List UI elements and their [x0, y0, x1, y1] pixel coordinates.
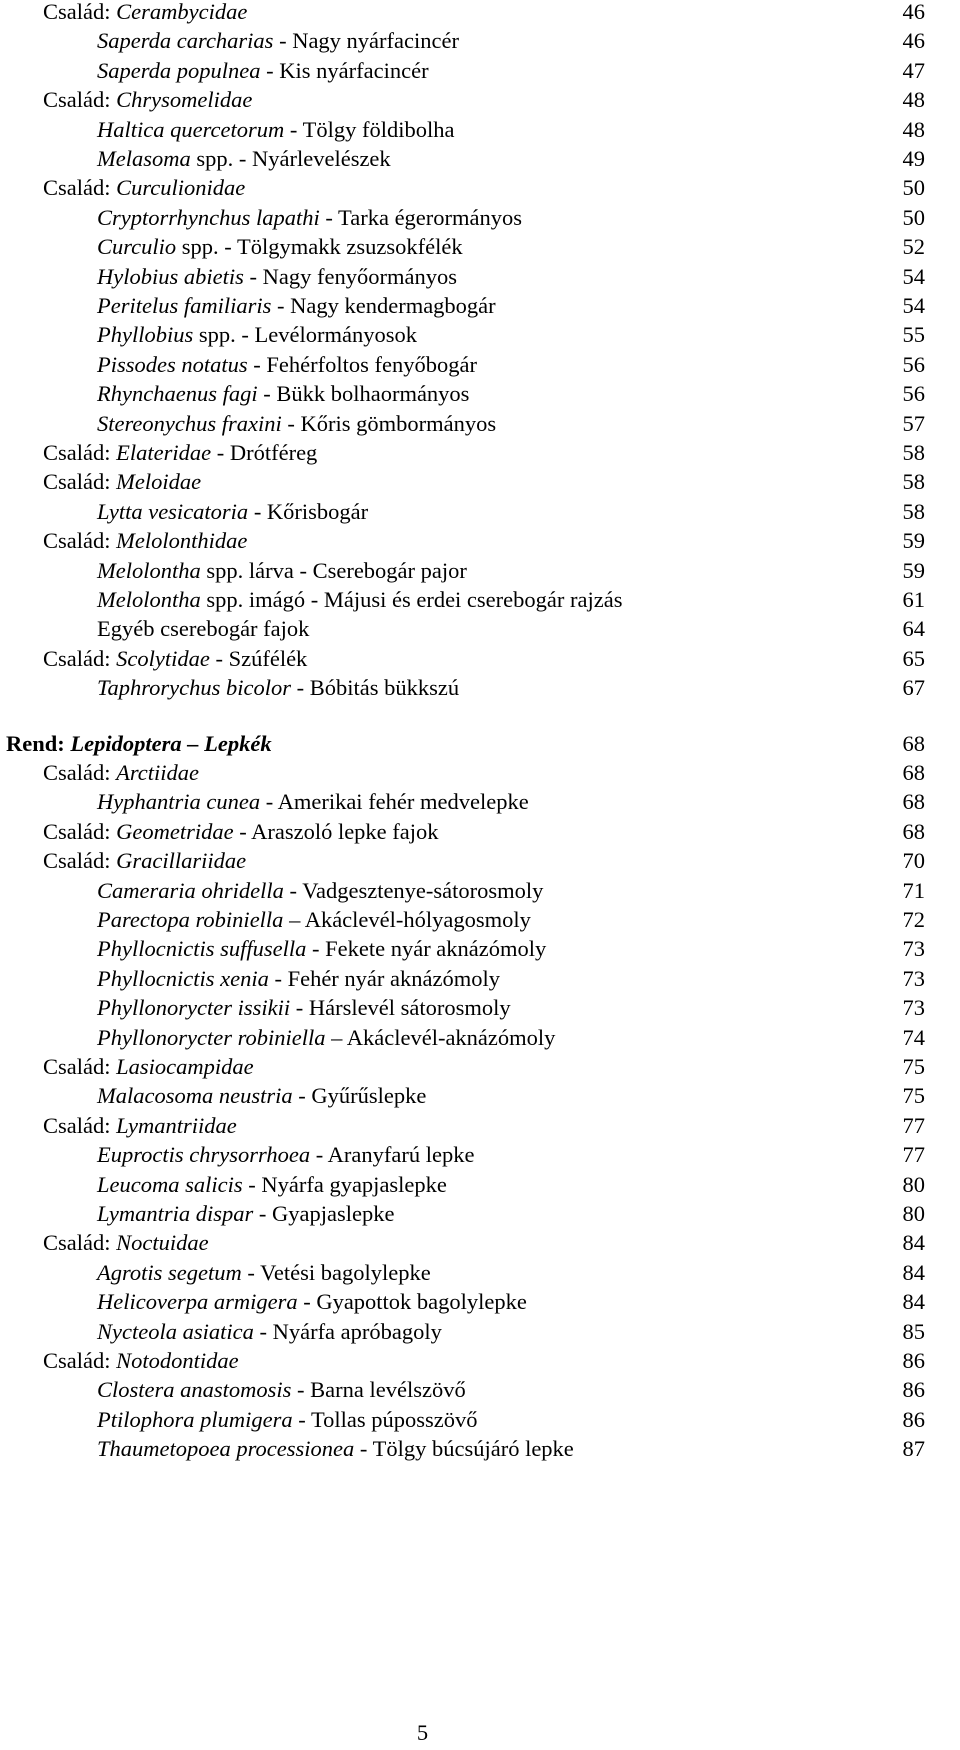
toc-entry-text — [97, 875, 543, 907]
toc-entry-text — [97, 349, 477, 381]
toc-prefix: Család: — [43, 645, 117, 671]
toc-family-row — [0, 643, 960, 675]
toc-entry-text — [97, 231, 463, 263]
toc-taxon-name: Arctiidae — [116, 760, 200, 785]
toc-family-row — [0, 437, 960, 469]
toc-species-row — [0, 231, 960, 263]
toc-taxon-name: Cerambycidae — [116, 0, 248, 24]
toc-page-number: 56 — [902, 351, 925, 377]
toc-common-name: - Gyapjaslepke — [253, 1201, 395, 1226]
toc-entry-text — [97, 261, 457, 293]
toc-taxon-name: Lymantriidae — [116, 1112, 237, 1138]
toc-entry-text — [97, 963, 500, 995]
toc-taxon-name: Haltica quercetorum — [97, 116, 285, 142]
toc-page-number: 52 — [902, 234, 925, 260]
toc-entry-text — [43, 845, 246, 877]
toc-page-number: 77 — [902, 1142, 925, 1168]
toc-species-row — [0, 261, 960, 293]
toc-family-row — [0, 845, 960, 877]
toc-entry-text — [97, 114, 454, 146]
toc-species-row — [0, 408, 960, 440]
toc-species-row — [0, 672, 960, 704]
toc-page-number: 61 — [902, 587, 925, 612]
toc-family-row — [0, 466, 960, 498]
toc-page-number: 86 — [902, 1377, 925, 1403]
toc-species-row — [0, 496, 960, 528]
toc-prefix: Család: — [43, 0, 117, 24]
toc-common-name: - Nagy fenyőormányos — [243, 263, 457, 289]
toc-prefix: Család: — [43, 1112, 117, 1138]
toc-species-row — [0, 992, 960, 1024]
toc-entry-text — [43, 643, 307, 675]
toc-common-name: - Kőrisbogár — [248, 498, 369, 524]
toc-page-number: 84 — [902, 1230, 925, 1256]
page-number: 5 — [416, 1720, 429, 1745]
toc-page-number: 86 — [902, 1348, 925, 1373]
toc-species-row — [0, 143, 960, 175]
toc-common-name: spp. imágó - Májusi és erdei cserebogár rajzás — [200, 587, 623, 612]
toc-species-row — [0, 584, 960, 616]
toc-entry-text — [97, 555, 467, 587]
toc-page-number: 75 — [902, 1083, 925, 1109]
toc-entry-text — [97, 613, 309, 645]
toc-taxon-name: Phyllocnictis suffusella — [97, 936, 307, 962]
toc-page-number: 58 — [902, 469, 925, 495]
toc-entry-text — [97, 143, 391, 175]
toc-taxon-name: Scolytidae — [116, 645, 210, 671]
toc-species-row — [0, 786, 960, 818]
toc-entry-text — [97, 408, 496, 440]
toc-taxon-name: Helicoverpa armigera — [97, 1289, 298, 1315]
toc-common-name: - Amerikai fehér medvelepke — [260, 789, 529, 815]
toc-species-row — [0, 904, 960, 936]
toc-prefix: Család: — [43, 528, 117, 554]
toc-taxon-name: Meloidae — [116, 469, 202, 495]
toc-common-name: Egyéb cserebogár fajok — [97, 616, 310, 642]
toc-entry-text — [43, 437, 317, 469]
toc-page-number: 67 — [902, 675, 925, 701]
toc-family-row — [0, 1051, 960, 1083]
toc-page-number: 64 — [902, 616, 925, 642]
toc-page-number: 68 — [902, 760, 925, 785]
toc-entry-text — [6, 728, 272, 760]
toc-common-name: - Fehérfoltos fenyőbogár — [247, 351, 477, 377]
toc-taxon-name: Gracillariidae — [116, 848, 247, 874]
toc-taxon-name: Lymantria dispar — [97, 1201, 254, 1226]
toc-taxon-name: Rhynchaenus fagi — [97, 381, 258, 407]
toc-common-name: - Tölgy földibolha — [284, 116, 455, 142]
toc-page-number: 71 — [902, 877, 925, 903]
toc-family-row — [0, 757, 960, 789]
toc-entry-text — [43, 0, 247, 28]
toc-species-row — [0, 378, 960, 410]
toc-prefix: Család: — [43, 848, 117, 874]
toc-entry-text — [43, 84, 252, 116]
toc-taxon-name: Geometridae — [116, 818, 234, 844]
toc-taxon-name: Elateridae — [116, 440, 212, 465]
toc-taxon-name: Hyphantria cunea — [97, 789, 261, 815]
toc-common-name: – Akáclevél-aknázómoly — [325, 1024, 556, 1050]
toc-taxon-name: Peritelus familiaris — [97, 293, 272, 318]
toc-taxon-name: Phyllocnictis xenia — [97, 965, 269, 991]
toc-family-row — [0, 84, 960, 116]
toc-page-number: 58 — [902, 440, 925, 465]
toc-family-row — [0, 1345, 960, 1377]
toc-common-name: - Nagy nyárfacincér — [273, 28, 459, 54]
toc-taxon-name: Thaumetopoea processionea — [97, 1436, 355, 1462]
toc-entry-text — [97, 672, 459, 704]
toc-taxon-name: Pissodes notatus — [97, 351, 248, 377]
toc-page-number: 85 — [902, 1318, 925, 1344]
toc-family-row — [0, 525, 960, 557]
toc-page-number: 50 — [902, 204, 925, 230]
toc-taxon-name: Hylobius abietis — [97, 263, 244, 289]
toc-entry-text — [97, 786, 529, 818]
toc-page-number: 80 — [902, 1201, 925, 1226]
toc-taxon-name: Taphrorychus bicolor — [97, 675, 291, 701]
toc-family-row — [0, 0, 960, 28]
toc-prefix: Család: — [43, 1230, 117, 1256]
toc-species-row — [0, 290, 960, 322]
toc-entry-text — [97, 1404, 478, 1436]
toc-prefix: Család: — [43, 87, 117, 113]
toc-page-number: 70 — [902, 848, 925, 874]
toc-species-row — [0, 114, 960, 146]
toc-species-row — [0, 1257, 960, 1289]
toc-entry-text — [97, 992, 511, 1024]
toc-entry-text — [97, 55, 429, 87]
toc-entry-text — [43, 172, 245, 204]
toc-page-number: 50 — [902, 175, 925, 201]
toc-common-name: - Gyűrűslepke — [292, 1083, 427, 1109]
toc-prefix: Család: — [43, 175, 117, 201]
toc-common-name: - Araszoló lepke fajok — [233, 818, 439, 844]
toc-page-number: 84 — [902, 1289, 925, 1315]
toc-taxon-name: Melolontha — [97, 557, 201, 583]
toc-taxon-name: Lytta vesicatoria — [97, 498, 249, 524]
toc-entry-text — [43, 1110, 237, 1142]
toc-common-name: - Szúfélék — [209, 645, 308, 671]
toc-page-number: 80 — [902, 1171, 925, 1197]
toc-page-number: 74 — [902, 1024, 925, 1050]
toc-taxon-name: Melolonthidae — [116, 528, 248, 554]
toc-common-name: - Kőris gömbormányos — [281, 410, 497, 436]
toc-taxon-name: Noctuidae — [116, 1230, 209, 1256]
toc-prefix: Család: — [43, 1054, 117, 1079]
toc-family-row — [0, 172, 960, 204]
toc-page-number: 65 — [902, 645, 925, 671]
toc-taxon-name: Melolontha — [97, 587, 201, 612]
toc-prefix: Család: — [43, 469, 117, 495]
toc-common-name: spp. lárva - Cserebogár pajor — [200, 557, 467, 583]
toc-page-number: 72 — [902, 907, 925, 932]
toc-common-name: - Vadgesztenye-sátorosmoly — [283, 877, 544, 903]
toc-common-name: - Barna levélszövő — [291, 1377, 466, 1403]
toc-taxon-name: Phyllobius — [97, 322, 194, 348]
toc-taxon-name: Lasiocampidae — [116, 1054, 254, 1079]
toc-common-name: - Vetési bagolylepke — [241, 1259, 431, 1285]
toc-page-number: 68 — [902, 730, 925, 756]
toc-page-number: 48 — [902, 116, 925, 142]
toc-common-name: - Nyárfa gyapjaslepke — [242, 1171, 447, 1197]
toc-entry-text — [97, 1316, 442, 1348]
toc-entry-text — [43, 757, 199, 789]
toc-common-name: - Aranyfarú lepke — [310, 1142, 475, 1168]
toc-page-number: 73 — [902, 936, 925, 962]
toc-species-row — [0, 933, 960, 965]
toc-species-row — [0, 613, 960, 645]
toc-family-row — [0, 816, 960, 848]
toc-family-row — [0, 1227, 960, 1259]
toc-common-name: - Tölgy búcsújáró lepke — [354, 1436, 574, 1462]
toc-page-number: 68 — [902, 789, 925, 815]
toc-page-number: 55 — [902, 322, 925, 348]
toc-taxon-name: Saperda populnea — [97, 57, 261, 83]
toc-page-number: 47 — [902, 57, 925, 83]
toc-entry-text — [43, 816, 439, 848]
toc-order-heading — [0, 728, 960, 760]
toc-taxon-name: Cameraria ohridella — [97, 877, 284, 903]
toc-page-number: 77 — [902, 1112, 925, 1138]
toc-entry-text — [97, 933, 546, 965]
toc-prefix: Rend: — [6, 730, 71, 756]
toc-common-name: - Kis nyárfacincér — [260, 57, 429, 83]
toc-entry-text — [97, 1433, 574, 1465]
toc-common-name: - Nagy kendermagbogár — [271, 293, 496, 318]
toc-common-name: - Tollas púposszövő — [292, 1406, 478, 1432]
toc-common-name: - Fehér nyár aknázómoly — [268, 965, 500, 991]
toc-prefix: Család: — [43, 440, 117, 465]
toc-common-name: spp. - Nyárlevelészek — [190, 146, 391, 171]
toc-species-row — [0, 1433, 960, 1465]
toc-entry-text — [97, 1139, 474, 1171]
toc-taxon-name: Stereonychus fraxini — [97, 410, 282, 436]
toc-page-number: 48 — [902, 87, 925, 113]
toc-page-number: 87 — [902, 1436, 925, 1462]
toc-species-row — [0, 202, 960, 234]
toc-page-number: 58 — [902, 498, 925, 524]
toc-entry-text — [97, 584, 622, 616]
toc-taxon-name: Euproctis chrysorrhoea — [97, 1142, 311, 1168]
toc-page-number: 59 — [902, 557, 925, 583]
toc-species-row — [0, 963, 960, 995]
toc-entry-text — [43, 1227, 209, 1259]
toc-species-row — [0, 25, 960, 57]
toc-common-name: - Nyárfa apróbagoly — [253, 1318, 442, 1344]
toc-entry-text — [97, 1374, 466, 1406]
toc-taxon-name: Parectopa robiniella — [97, 907, 284, 932]
toc-entry-text — [97, 319, 417, 351]
toc-species-row — [0, 1316, 960, 1348]
toc-page-number: 57 — [902, 410, 925, 436]
toc-entry-text — [97, 290, 496, 322]
toc-taxon-name: Notodontidae — [116, 1348, 239, 1373]
toc-common-name: - Drótféreg — [211, 440, 318, 465]
toc-species-row — [0, 55, 960, 87]
toc-species-row — [0, 1374, 960, 1406]
toc-page-number: 68 — [902, 818, 925, 844]
toc-page-number: 86 — [902, 1406, 925, 1432]
toc-species-row — [0, 1286, 960, 1318]
toc-taxon-name: Phyllonorycter issikii — [97, 995, 291, 1021]
toc-entry-text — [97, 1080, 426, 1112]
toc-common-name: spp. - Levélormányosok — [193, 322, 417, 348]
toc-species-row — [0, 1169, 960, 1201]
toc-common-name: spp. - Tölgymakk zsuzsokfélék — [176, 234, 463, 260]
toc-taxon-name: Agrotis segetum — [97, 1259, 242, 1285]
toc-species-row — [0, 1080, 960, 1112]
toc-entry-text — [43, 1051, 254, 1083]
toc-page-number: 46 — [902, 0, 925, 24]
toc-page-number: 59 — [902, 528, 925, 554]
toc-common-name: - Hárslevél sátorosmoly — [290, 995, 511, 1021]
toc-entry-text — [97, 1169, 447, 1201]
toc-taxon-name: Curculio — [97, 234, 177, 260]
toc-taxon-name: Clostera anastomosis — [97, 1377, 292, 1403]
toc-prefix: Család: — [43, 818, 117, 844]
toc-entry-text — [97, 202, 522, 234]
toc-common-name: - Tarka égerormányos — [319, 204, 523, 230]
toc-entry-text — [97, 1198, 394, 1230]
toc-species-row — [0, 555, 960, 587]
toc-species-row — [0, 1022, 960, 1054]
toc-taxon-name: Curculionidae — [116, 175, 246, 201]
toc-page-number: 46 — [902, 28, 925, 54]
toc-page-number: 84 — [902, 1259, 925, 1285]
toc-family-row — [0, 1110, 960, 1142]
toc-entry-text — [97, 904, 531, 936]
toc-common-name: - Gyapottok bagolylepke — [297, 1289, 527, 1315]
toc-taxon-name: Nycteola asiatica — [97, 1318, 254, 1344]
toc-entry-text — [97, 1286, 527, 1318]
toc-species-row — [0, 875, 960, 907]
toc-prefix: Család: — [43, 760, 117, 785]
toc-taxon-name: Lepidoptera – Lepkék — [70, 730, 272, 756]
toc-entry-text — [97, 1257, 431, 1289]
toc-common-name: - Bóbitás bükkszú — [290, 675, 460, 701]
toc-page-number: 75 — [902, 1054, 925, 1079]
toc-species-row — [0, 1404, 960, 1436]
toc-entry-text — [97, 25, 459, 57]
toc-species-row — [0, 349, 960, 381]
toc-taxon-name: Malacosoma neustria — [97, 1083, 293, 1109]
toc-page-number: 56 — [902, 381, 925, 407]
toc-species-row — [0, 1198, 960, 1230]
toc-species-row — [0, 319, 960, 351]
toc-taxon-name: Chrysomelidae — [116, 87, 253, 113]
toc-species-row — [0, 1139, 960, 1171]
toc-entry-text — [97, 1022, 555, 1054]
toc-page-number: 73 — [902, 995, 925, 1021]
toc-page-number: 49 — [902, 146, 925, 171]
toc-page-number: 73 — [902, 965, 925, 991]
toc-prefix: Család: — [43, 1348, 117, 1373]
toc-taxon-name: Melasoma — [97, 146, 191, 171]
toc-entry-text — [43, 525, 247, 557]
toc-page-number: 54 — [902, 263, 925, 289]
toc-taxon-name: Phyllonorycter robiniella — [97, 1024, 326, 1050]
toc-entry-text — [43, 1345, 239, 1377]
toc-taxon-name: Ptilophora plumigera — [97, 1406, 293, 1432]
toc-page-number: 54 — [902, 293, 925, 318]
toc-taxon-name: Saperda carcharias — [97, 28, 274, 54]
toc-taxon-name: Leucoma salicis — [97, 1171, 243, 1197]
toc-entry-text — [43, 466, 201, 498]
toc-entry-text — [97, 378, 469, 410]
toc-common-name: - Fekete nyár aknázómoly — [306, 936, 547, 962]
toc-taxon-name: Cryptorrhynchus lapathi — [97, 204, 320, 230]
toc-common-name: - Bükk bolhaormányos — [257, 381, 470, 407]
toc-common-name: – Akáclevél-hólyagosmoly — [283, 907, 531, 932]
toc-entry-text — [97, 496, 368, 528]
